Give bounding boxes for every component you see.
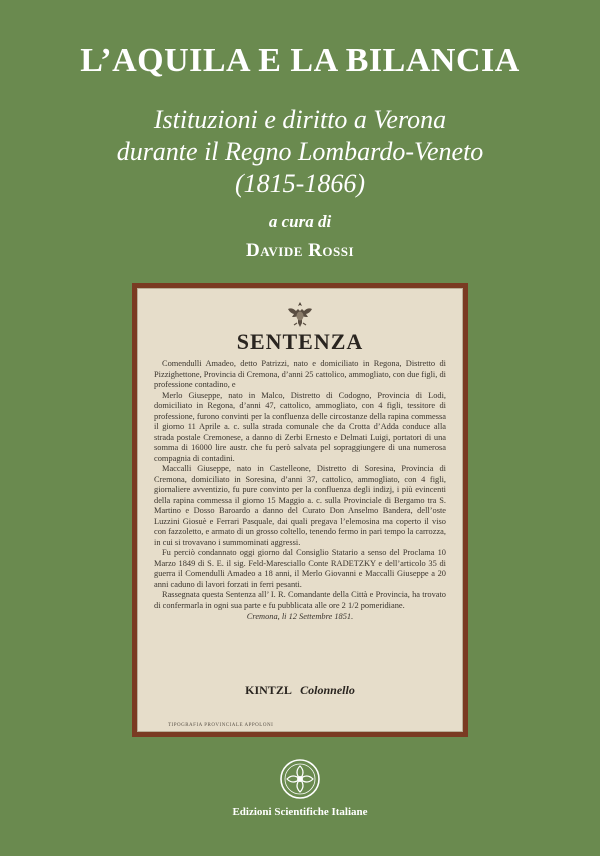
document-place-date: Cremona, li 12 Settembre 1851. [246, 612, 354, 621]
document-printer: TIPOGRAFIA PROVINCIALE APPOLONI [168, 723, 274, 728]
signature-name: KINTZL [245, 683, 292, 697]
subtitle-line: (1815-1866) [235, 169, 365, 198]
subtitle-line: Istituzioni e diritto a Verona [153, 105, 447, 134]
publisher-name: Edizioni Scientifiche Italiane [232, 806, 368, 818]
document-signature [138, 683, 462, 698]
book-subtitle [40, 104, 560, 200]
document-paragraph: Fu perciò condannato oggi giorno dal Consiglio Statario a senso del Proclama 10 Marzo 1849 di S. E. il sig. Feld-Maresciallo Conte RADETZKY e dell’articolo 35 di guerra il Comendulli Amadeo a 18 anni, il Merlo Giovanni e Maccalli Giuseppe a 20 anni caduno di lavori forzati in ferri pesanti. [154, 548, 446, 589]
document-body [154, 359, 446, 623]
document-paragraph: Comendulli Amadeo, detto Patrizzi, nato e domiciliato in Regona, Distretto di Pizzighettone, Provincia di Cremona, d’anni 25 cattolico, ammogliato, con due figli, di professione contadino, e [154, 359, 446, 389]
signature-title: Colonnello [300, 683, 355, 697]
document-paragraph: Maccalli Giuseppe, nato in Castelleone, Distretto di Soresina, Provincia di Cremona, domiciliato in Soresina, d’anni 37, cattolico, ammogliato, con 4 figli, giornaliere avventizio, fu pure convinto per la confluenza degli indizj, i più evincenti della rapina commessa il giorno 15 Maggio a. c. sulla Provinciale di Bergamo tra S. Martino e Dosso Baroardo a danno del Curato Don Anselmo Bandera, dell’oste Luzzini Giosuè e Ferrari Pasquale, dai quali pregava l’elemosina ma coperto il viso con fazzoletto, e armato di un grosso coltello, tenendo fermo in pari tempo la carrozza, in cui si trovavano i summominati aggressi. [154, 464, 446, 547]
imperial-eagle-icon [284, 299, 316, 331]
publisher-seal-icon [279, 758, 321, 800]
document-frame [132, 283, 468, 737]
book-title: L’AQUILA E LA BILANCIA [80, 42, 520, 79]
document-paragraph: Rassegnata questa Sentenza all’ I. R. Comandante della Città e Provincia, ha trovato di confermarla in ogni sua parte e fu pubblicata alle ore 2 1/2 pomeridiane. [154, 590, 446, 610]
subtitle-line: durante il Regno Lombardo-Veneto [116, 137, 484, 166]
document-heading: SENTENZA [236, 329, 364, 354]
curator-label: a cura di [268, 212, 332, 231]
curator-name: Davide Rossi [245, 240, 355, 261]
document-paragraph: Merlo Giuseppe, nato in Malco, Distretto di Codogno, Provincia di Lodi, domiciliato in Regona, d’anni 47, cattolico, ammogliato, con 4 figli, tessitore di professione, furono convinti per la confluenza delle circostanze della rapina commessa il giorno 11 Aprile a. c. sulla strada comunale che da Crotta d’Adda conduce alla strada postale Cremonese, a danno di Zerbi Ernesto e Delmati Luigi, portatori di una somma di 16000 lire austr. che fu però salvata pel sopraggiungere di una numerosa compagnia di contadini. [154, 390, 446, 463]
historical-document [137, 288, 463, 732]
